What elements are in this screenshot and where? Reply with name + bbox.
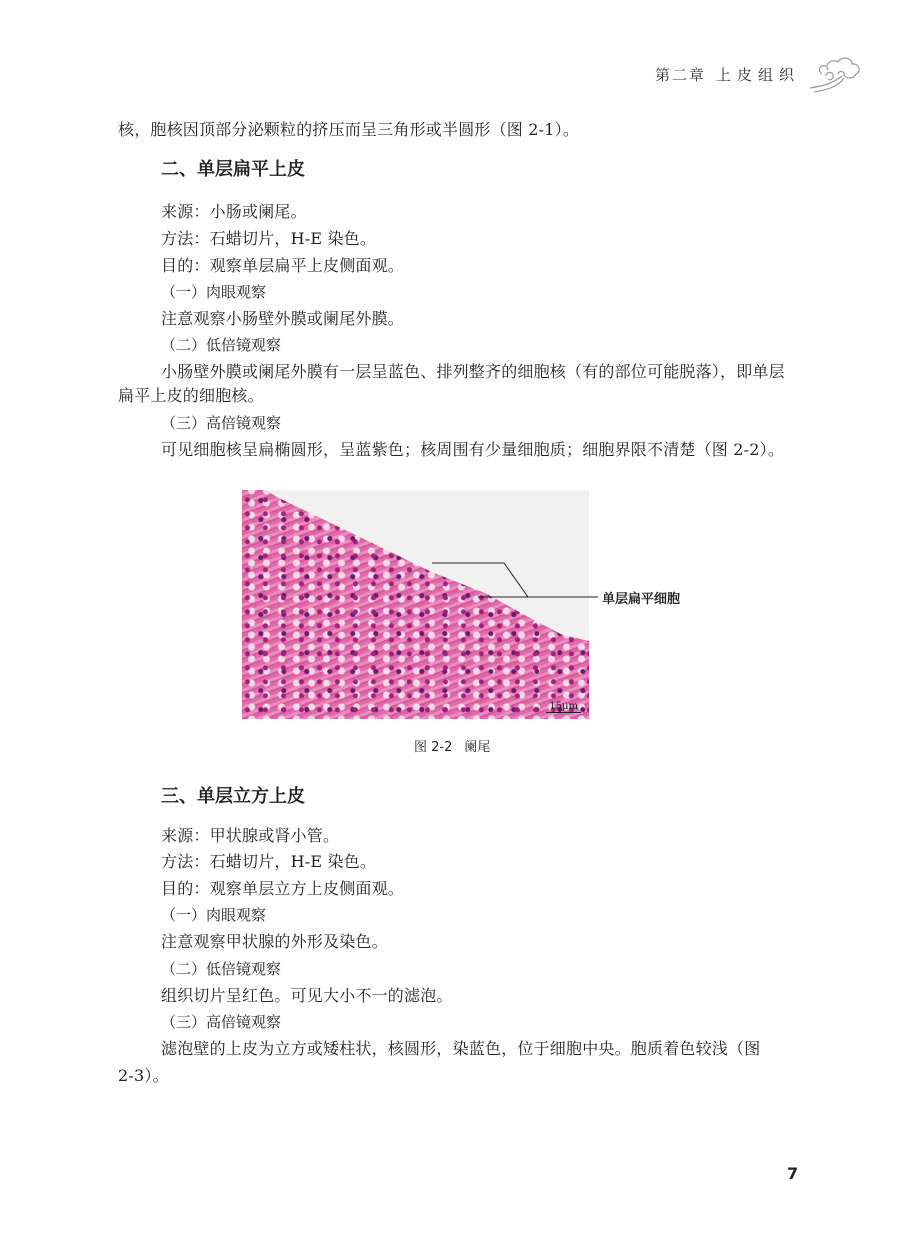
subheading-high-power: （三）高倍镜观察 [161, 414, 282, 432]
high-power-text-cont: 2-3）。 [118, 1066, 169, 1085]
subheading-low-power: （二）低倍镜观察 [161, 960, 282, 978]
source-line: 来源：小肠或阑尾。 [161, 202, 307, 221]
slide-background [242, 490, 589, 719]
purpose-line: 目的：观察单层立方上皮侧面观。 [161, 879, 405, 898]
naked-eye-text: 注意观察甲状腺的外形及染色。 [161, 932, 388, 951]
subheading-high-power: （三）高倍镜观察 [161, 1013, 282, 1031]
section-heading: 二、单层扁平上皮 [161, 159, 305, 180]
high-power-text: 滤泡壁的上皮为立方或矮柱状，核圆形，染蓝色，位于细胞中央。胞质着色较浅（图 [161, 1039, 761, 1058]
naked-eye-text: 注意观察小肠壁外膜或阑尾外膜。 [161, 309, 405, 328]
method-line: 方法：石蜡切片，H-E 染色。 [161, 229, 377, 248]
figure-label: 单层扁平细胞 [602, 592, 681, 607]
running-header [655, 64, 800, 85]
subheading-naked-eye: （一）肉眼观察 [161, 283, 267, 301]
purpose-line: 目的：观察单层扁平上皮侧面观。 [161, 256, 405, 275]
figure-caption [414, 736, 490, 755]
low-power-text: 组织切片呈红色。可见大小不一的滤泡。 [161, 986, 453, 1005]
page-number: 7 [787, 1164, 799, 1183]
high-power-text: 可见细胞核呈扁椭圆形，呈蓝紫色；核周围有少量细胞质；细胞界限不清楚（图 2-2）。 [161, 440, 785, 459]
chapter-number: 第二章 [655, 66, 707, 84]
method-line: 方法：石蜡切片，H-E 染色。 [161, 852, 377, 871]
intro-line: 核，胞核因顶部分泌颗粒的挤压而呈三角形或半圆形（图 2-1）。 [118, 120, 580, 139]
caption-number: 图 2-2 [414, 740, 453, 755]
histology-micrograph [242, 490, 589, 719]
low-power-text: 小肠壁外膜或阑尾外膜有一层呈蓝色、排列整齐的细胞核（有的部位可能脱落），即单层 [161, 362, 785, 381]
cloud-ornament-icon [808, 52, 864, 94]
low-power-text-cont: 扁平上皮的细胞核。 [118, 386, 264, 405]
chapter-title: 上皮组织 [716, 66, 801, 84]
section-heading: 三、单层立方上皮 [161, 786, 305, 807]
scale-bar: 15μm [546, 701, 581, 713]
caption-text: 阑尾 [464, 740, 491, 755]
subheading-naked-eye: （一）肉眼观察 [161, 906, 267, 924]
source-line: 来源：甲状腺或肾小管。 [161, 826, 340, 845]
subheading-low-power: （二）低倍镜观察 [161, 336, 282, 354]
